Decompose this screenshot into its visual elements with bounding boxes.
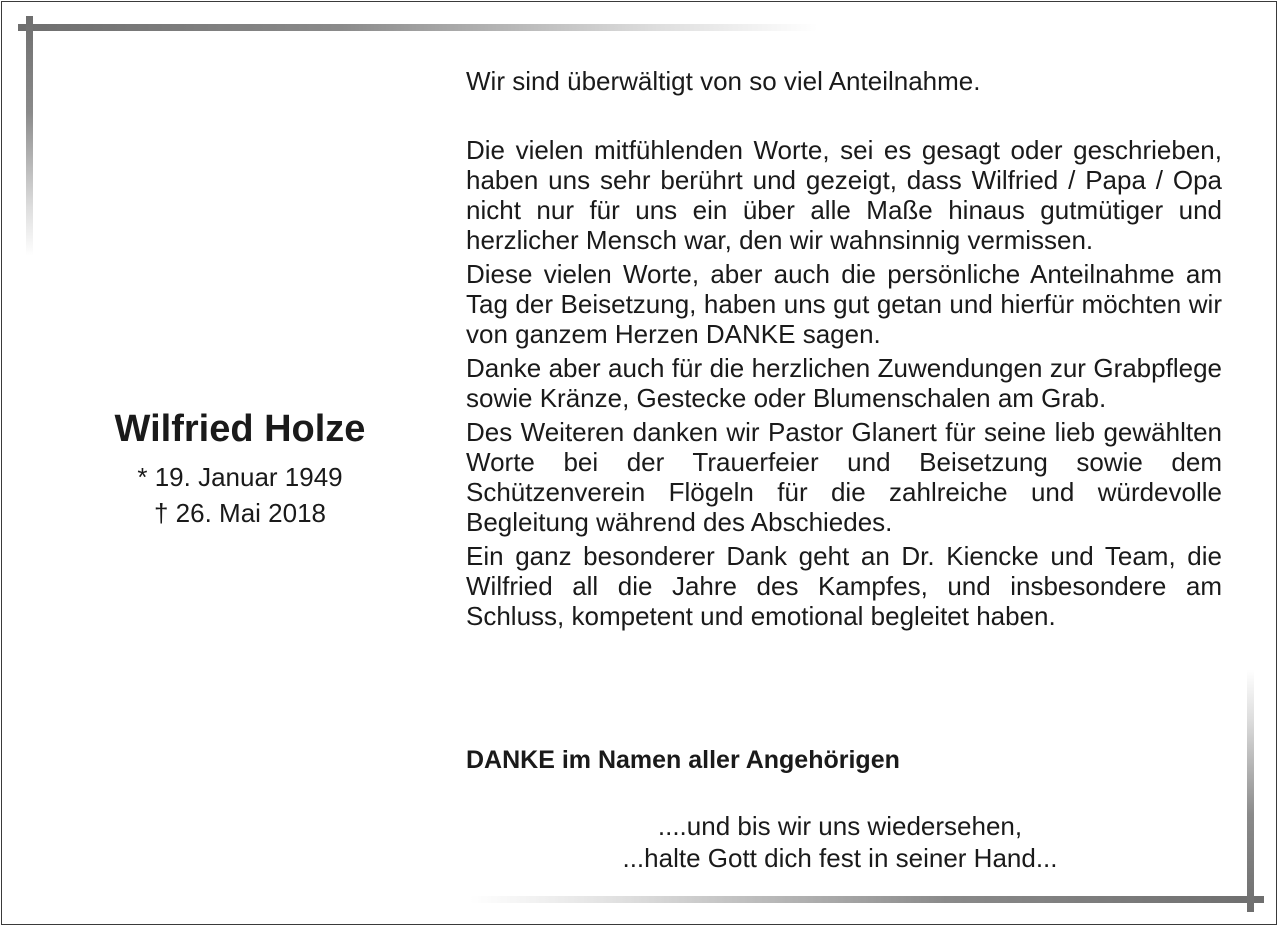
paragraph: Die vielen mitfühlenden Worte, sei es gesagt oder geschrieben, haben uns sehr berührt und gezeigt, dass Wilfried / Papa / Opa nicht nur für uns ein über alle Maße hinaus gutmütiger und herzlicher Mensch war, den wir wahnsinnig vermissen.	[466, 135, 1222, 255]
decorative-bar-bottom	[470, 896, 1264, 903]
closing-verse	[560, 810, 1120, 874]
paragraph: Diese vielen Worte, aber auch die persönliche Anteilnahme am Tag der Beisetzung, haben uns gut getan und hierfür möchten wir von ganzem Herzen DANKE sagen.	[466, 259, 1222, 349]
decorative-bar-left	[26, 16, 33, 256]
decorative-bar-right	[1247, 670, 1254, 912]
closing-line: ....und bis wir uns wiedersehen,	[657, 811, 1023, 841]
thanks-signature: DANKE im Namen aller Angehörigen	[466, 746, 900, 774]
decorative-bar-top	[18, 24, 818, 31]
death-date: † 26. Mai 2018	[153, 498, 326, 528]
notice-text	[466, 66, 1222, 635]
paragraph: Des Weiteren danken wir Pastor Glanert für seine lieb gewählten Worte bei der Trauerfeier und Beisetzung sowie dem Schützenverein Flögeln für die zahlreiche und würdevolle Begleitung während des Abschiedes.	[466, 417, 1222, 537]
deceased-name: Wilfried Holze	[114, 408, 366, 450]
intro-line: Wir sind überwältigt von so viel Anteilnahme.	[466, 66, 981, 96]
paragraph: Ein ganz besonderer Dank geht an Dr. Kiencke und Team, die Wilfried all die Jahre des Kampfes, und insbesondere am Schluss, kompetent und emotional begleitet haben.	[466, 541, 1222, 631]
closing-line: ...halte Gott dich fest in seiner Hand...	[622, 843, 1058, 873]
paragraph: Danke aber auch für die herzlichen Zuwendungen zur Grabpflege sowie Kränze, Gestecke oder Blumenschalen am Grab.	[466, 353, 1222, 413]
deceased-info	[60, 405, 420, 531]
birth-date: * 19. Januar 1949	[137, 462, 343, 492]
